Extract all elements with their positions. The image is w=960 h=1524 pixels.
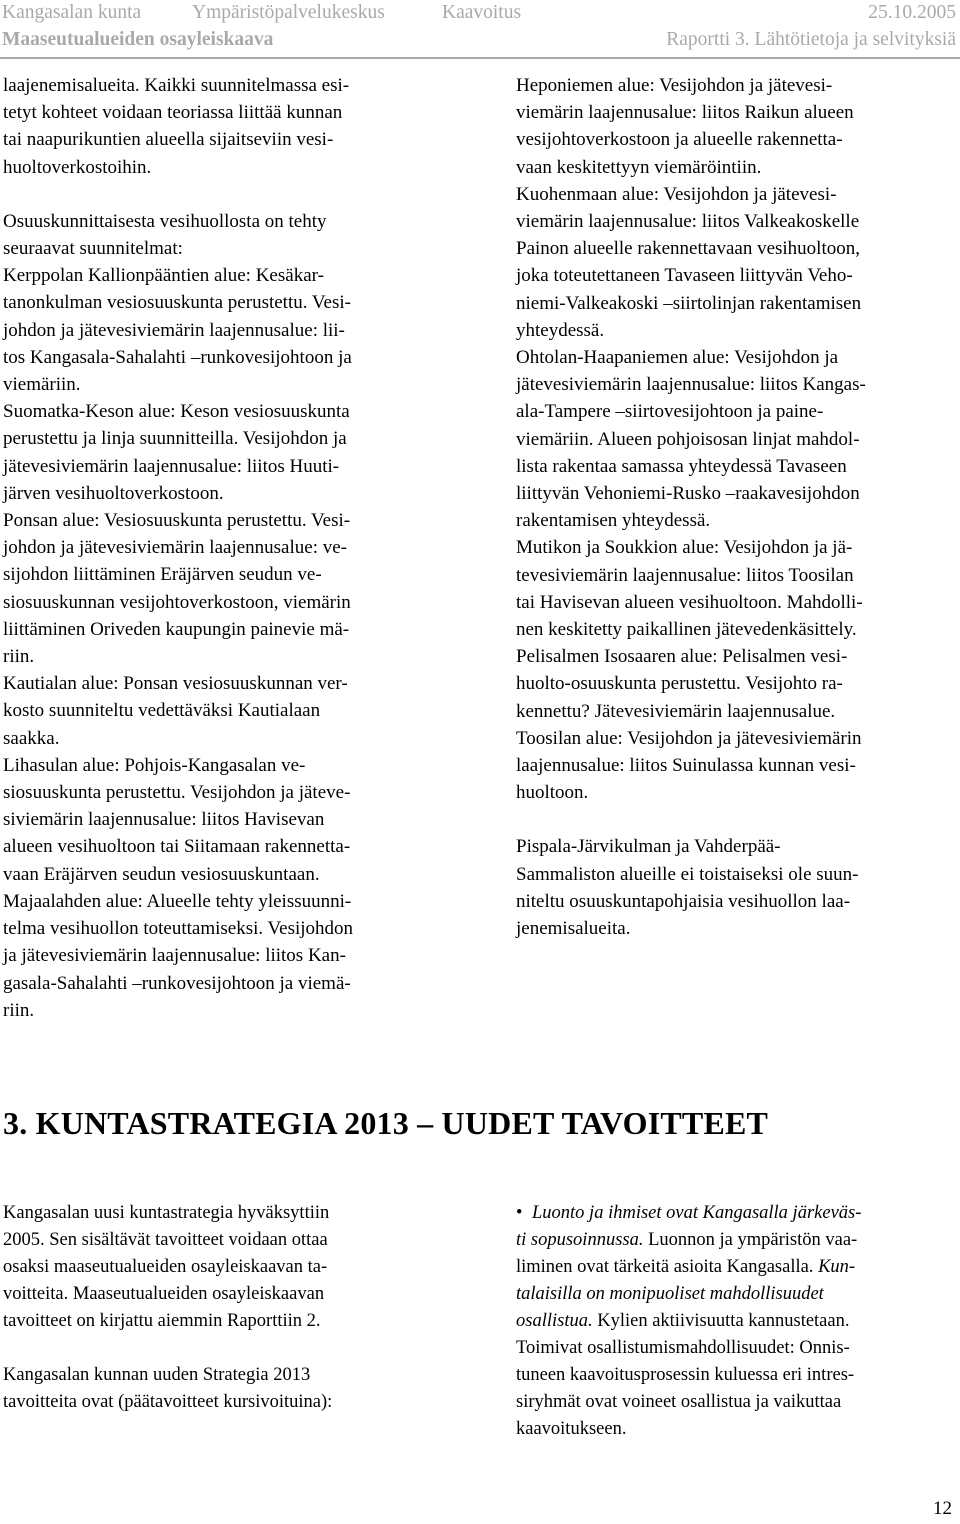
right-paragraph-3: Ohtolan-Haapaniemen alue: Vesijohdon ja jätevesiviemärin laajennusalue: liitos Kangas- ala-Tampere –siirtovesijohtoon ja paine- viemäriin. Alueen pohjoisosan linjat mahdol- lista rakentaa samassa yhteydessä Tavaseen liittyvän Vehoniemi-Rusko –raakavesijohdon rakentamisen yhteydessä. — [516, 347, 866, 532]
section-paragraph-2: Kangasalan kunnan uuden Strategia 2013 tavoitteita ovat (päätavoitteet kursivoituina): — [3, 1365, 333, 1412]
header-plan-name: Maaseutualueiden osayleiskaava — [2, 29, 274, 50]
header-department: Ympäristöpalvelukeskus — [192, 2, 385, 23]
left-column — [3, 72, 453, 1024]
goal-text-2: Kylien aktiivisuutta kannustetaan. Toimivat osallistumismahdollisuudet: Onnis- tuneen kaavoitusprosessin kuluessa eri intres- siryhmät ovat voineet osallistua ja vaikuttaa kaavoitukseen. — [516, 1311, 855, 1439]
right-paragraph-4: Mutikon ja Soukkion alue: Vesijohdon ja jä- tevesiviemärin laajennusalue: liitos Toosilan tai Havisevan alueen vesihuoltoon. Mahdolli- nen keskitetty paikallinen jätevedenkäsittely. — [516, 537, 863, 641]
goal-italic-2: Kun- talaisilla on monipuoliset mahdollisuudet osallistua. — [516, 1257, 856, 1331]
left-paragraph-6: Kautialan alue: Ponsan vesiosuuskunnan ver- kosto suunniteltu vedettäväksi Kautialaan saakka. — [3, 673, 348, 749]
left-paragraph-5: Ponsan alue: Vesiosuuskunta perustettu. Vesi- johdon ja jätevesiviemärin laajennusalue: ve- sijohdon liittäminen Eräjärven seudun ve- siosuuskunnan vesijohtoverkostoon, viemärin liittäminen Oriveden kaupungin painevie mä- riin. — [3, 510, 351, 668]
header-report: Raportti 3. Lähtötietoja ja selvityksiä — [666, 29, 956, 50]
right-paragraph-1: Heponiemen alue: Vesijohdon ja jätevesi- viemärin laajennusalue: liitos Raikun alueen vesijohtoverkostoon ja alueelle rakennetta- vaan keskitettyyn viemäröintiin. — [516, 75, 854, 178]
right-column — [516, 72, 960, 942]
goal-text-1: Luonnon ja ympäristön vaa- liminen ovat tärkeitä asioita Kangasalla. — [516, 1230, 858, 1277]
left-paragraph-3: Kerppolan Kallionpääntien alue: Kesäkar- tanonkulman vesiosuuskunta perustettu. Vesi- johdon ja jätevesiviemärin laajennusalue: lii- tos Kangasala-Sahalahti –runkovesijohtoon ja viemäriin. — [3, 265, 352, 396]
section-heading: 3. KUNTASTRATEGIA 2013 – UUDET TAVOITTEET — [3, 1105, 769, 1141]
section-paragraph-1: Kangasalan uusi kuntastrategia hyväksyttiin 2005. Sen sisältävät tavoitteet voidaan ottaa osaksi maaseutualueiden osayleiskaavan ta- voitteita. Maaseutualueiden osayleiskaavan tavoitteet on kirjattu aiemmin Raporttiin 2. — [3, 1203, 330, 1331]
page-number: 12 — [933, 1498, 952, 1519]
header-unit: Kaavoitus — [442, 2, 522, 23]
right-paragraph-5: Pelisalmen Isosaaren alue: Pelisalmen vesi- huolto-osuuskunta perustettu. Vesijohto ra- kennettu? Jätevesiviemärin laajennusalue. — [516, 646, 848, 722]
left-paragraph-1: laajenemisalueita. Kaikki suunnitelmassa esi- tetyt kohteet voidaan teoriassa liittää kunnan tai naapurikuntien alueella sijaitseviin vesi- huoltoverkostoihin. — [3, 75, 350, 178]
section-right-column — [516, 1200, 960, 1443]
right-paragraph-7: Pispala-Järvikulman ja Vahderpää- Sammaliston alueille ei toistaiseksi ole suun- niteltu osuuskuntapohjaisia vesihuollon laa- jenemisalueita. — [516, 836, 859, 940]
left-paragraph-4: Suomatka-Keson alue: Keson vesiosuuskunta perustettu ja linja suunnitteilla. Vesijohdon ja jätevesiviemärin laajennusalue: liitos Huuti- järven vesihuoltoverkostoon. — [3, 401, 350, 504]
header-date: 25.10.2005 — [868, 2, 956, 23]
bullet-marker: • — [516, 1203, 523, 1223]
left-paragraph-7: Lihasulan alue: Pohjois-Kangasalan ve- siosuuskunta perustettu. Vesijohdon ja jäteve- siviemärin laajennusalue: liitos Havisevan alueen vesihuoltoon tai Siitamaan rakennetta- vaan Eräjärven seudun vesiosuuskuntaan. — [3, 754, 351, 885]
right-paragraph-6: Toosilan alue: Vesijohdon ja jätevesiviemärin laajennusalue: liitos Suinulassa kunnan vesi- huoltoon. — [516, 727, 862, 804]
goal-italic-1: Luonto ja ihmiset ovat Kangasalla järkeväs- ti sopusoinnussa. — [516, 1203, 862, 1250]
header-rule — [0, 57, 960, 59]
right-paragraph-2: Kuohenmaan alue: Vesijohdon ja jätevesi- viemärin laajennusalue: liitos Valkeakoskelle Painon alueelle rakennettavaan vesihuoltoon, joka toteutettaneen Tavaseen liittyvän Veho- niemi-Valkeakoski –siirtolinjan rakentamisen yhteydessä. — [516, 183, 862, 341]
section-left-column — [3, 1200, 453, 1416]
left-paragraph-2: Osuuskunnittaisesta vesihuollosta on tehty seuraavat suunnitelmat: — [3, 210, 327, 260]
header-org: Kangasalan kunta — [2, 2, 142, 23]
strategy-bullet-item — [516, 1200, 960, 1443]
left-paragraph-8: Majaalahden alue: Alueelle tehty yleissuunni- telma vesihuollon toteuttamiseksi. Vesijohdon ja jätevesiviemärin laajennusalue: liitos Kan- gasala-Sahalahti –runkovesijohtoon ja viemä- riin. — [3, 890, 354, 1021]
